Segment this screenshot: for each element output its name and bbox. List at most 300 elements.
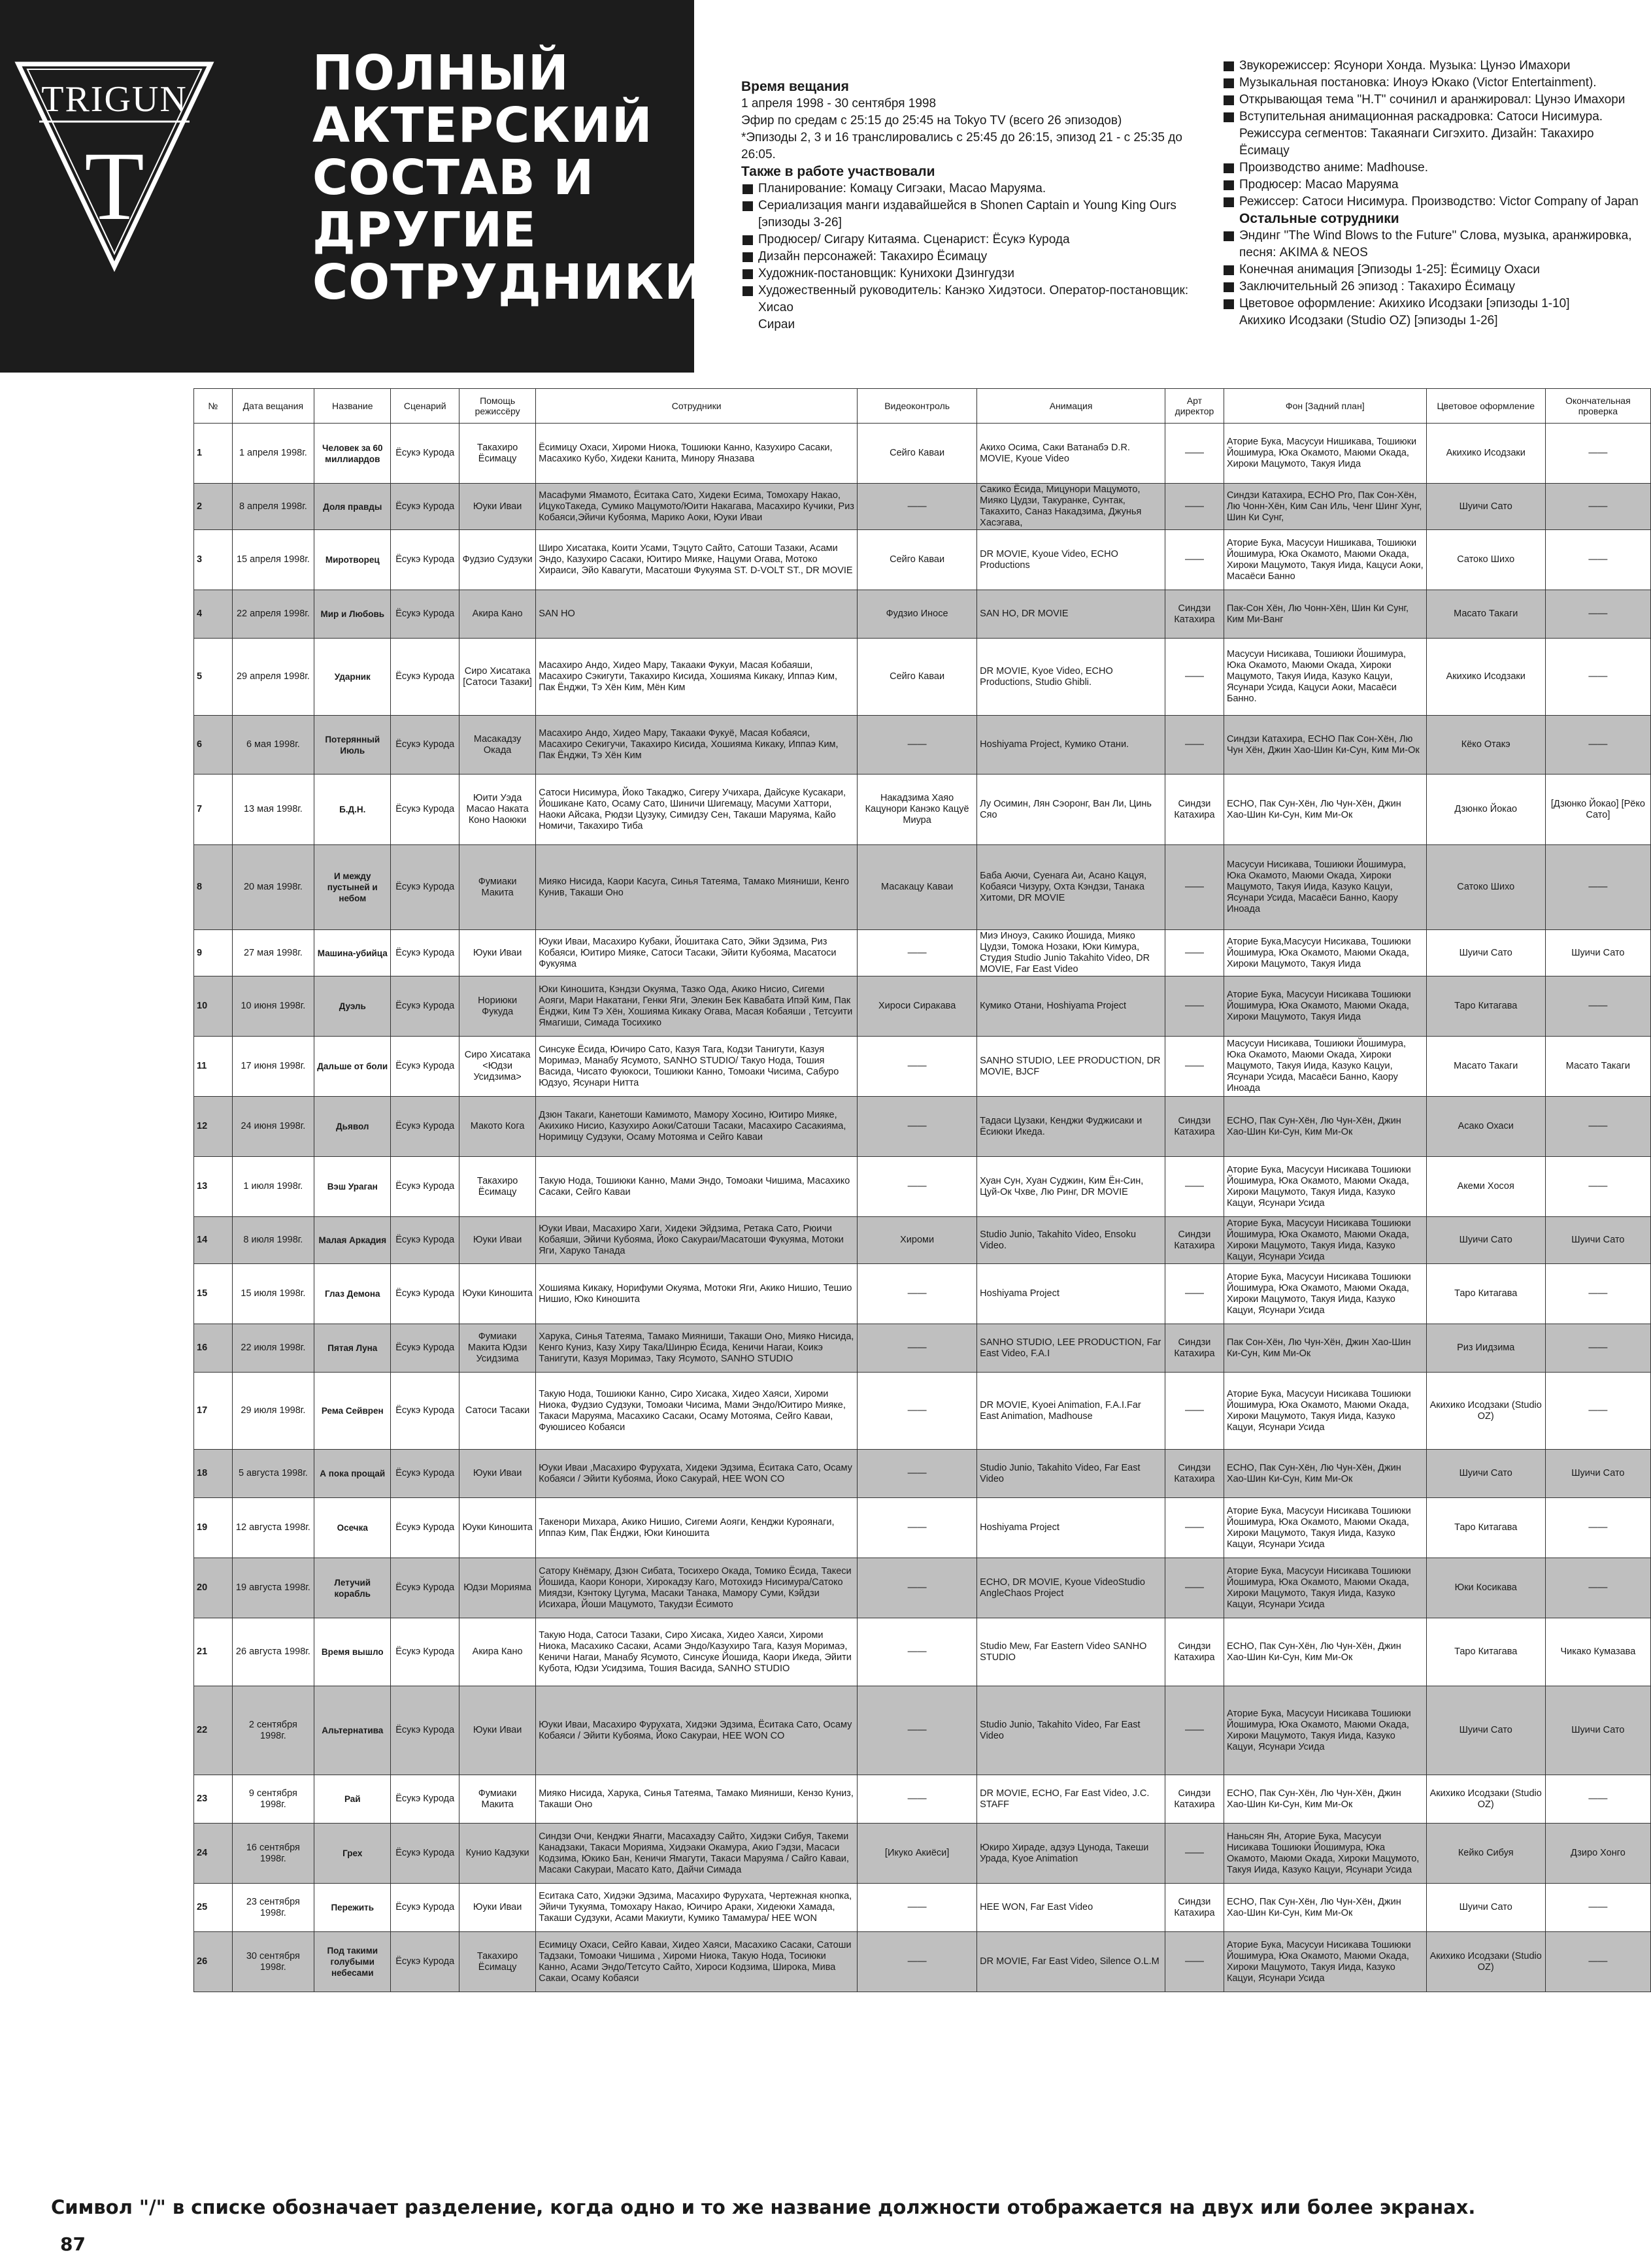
script-writer-cell: Ёсукэ Курода — [391, 1157, 459, 1217]
episode-title-cell: Дальше от боли — [314, 1037, 391, 1097]
table-row — [194, 1775, 1651, 1824]
table-row — [194, 639, 1651, 716]
episode-number-cell: 16 — [194, 1324, 233, 1373]
color-design-cell: Асако Охаси — [1426, 1097, 1545, 1157]
animation-studio-cell: ECHO, DR MOVIE, Kyoue VideoStudio AngleChaos Project — [977, 1558, 1165, 1618]
final-check-cell: —— — [1545, 484, 1650, 530]
trigun-triangle-logo — [13, 59, 216, 275]
art-director-cell: —— — [1165, 1824, 1224, 1884]
color-design-cell: Масато Такаги — [1426, 590, 1545, 639]
episode-title-cell: Грех — [314, 1824, 391, 1884]
episode-title-cell: Под такими голубыми небесами — [314, 1932, 391, 1992]
staff-list-cell: Мияко Нисида, Каори Касуга, Синья Татеяма, Тамако Мияниши, Кенго Кунив, Такаши Оно — [536, 845, 858, 930]
script-writer-cell: Ёсукэ Курода — [391, 1558, 459, 1618]
final-check-cell: —— — [1545, 530, 1650, 590]
assistant-director-cell: Юуки Киношита — [459, 1264, 536, 1324]
column-header: Окончательная проверка — [1545, 389, 1650, 424]
video-control-cell: —— — [858, 930, 977, 976]
color-design-cell: Таро Китагава — [1426, 1618, 1545, 1686]
animation-studio-cell: Сакико Ёсида, Мицунори Мацумото, Мияко Цудзи, Такуранке, Сунтак, Такахито, Саназ Накадзима, Джунья Хасэгава, — [977, 484, 1165, 530]
background-artists-cell: Аторие Бука, Масусуи Нисикава Тошиюки Йошимура, Юка Окамото, Маюми Окада, Хироки Мацумото, Такуя Иида, Казуко Кацуи, Ясунари Усида — [1224, 1498, 1426, 1558]
script-writer-cell: Ёсукэ Курода — [391, 930, 459, 976]
script-writer-cell: Ёсукэ Курода — [391, 976, 459, 1037]
final-check-cell: Шуичи Сато — [1545, 930, 1650, 976]
staff-list-cell: Масафуми Ямамото, Ёситака Сато, Хидеки Есима, Томохару Накао, ИцукоТакеда, Сумико Мацумото/Юити Накагава, Масахиро Кучики, Риз Кобаяси,Эйичи Кубояма, Марико Аоки, Юуки Иваи — [536, 484, 858, 530]
other-staff-item: Заключительный 26 эпизод : Такахиро Ёсимацу — [1222, 278, 1647, 295]
art-director-cell: —— — [1165, 1686, 1224, 1775]
script-writer-cell: Ёсукэ Курода — [391, 1037, 459, 1097]
animation-studio-cell: DR MOVIE, ECHO, Far East Video, J.C. STAFF — [977, 1775, 1165, 1824]
footnote: Символ "/" в списке обозначает разделение, когда одно и то же название должности отображается на двух или более экранах. — [51, 2196, 1476, 2218]
color-design-cell: Сатоко Шихо — [1426, 845, 1545, 930]
table-row — [194, 1324, 1651, 1373]
video-control-cell: —— — [858, 1558, 977, 1618]
table-row — [194, 1686, 1651, 1775]
table-row — [194, 930, 1651, 976]
air-date-cell: 12 августа 1998г. — [232, 1498, 314, 1558]
color-design-cell: Кёко Отакэ — [1426, 716, 1545, 775]
background-artists-cell: Масусуи Нисикава, Тошиюки Йошимура, Юка Окамото, Маюми Окада, Хироки Мацумото, Такуя Иида, Казуко Кацуи, Ясунари Усида, Кацуси Аоки, Масаёси Банно. — [1224, 639, 1426, 716]
episode-title-cell: Летучий корабль — [314, 1558, 391, 1618]
air-date-cell: 22 июля 1998г. — [232, 1324, 314, 1373]
assistant-director-cell: Фумиаки Макита — [459, 845, 536, 930]
staff-table-container — [193, 388, 1651, 1992]
table-row — [194, 716, 1651, 775]
air-date-cell: 15 июля 1998г. — [232, 1264, 314, 1324]
episode-number-cell: 3 — [194, 530, 233, 590]
color-design-cell: Акихико Исодзаки (Studio OZ) — [1426, 1932, 1545, 1992]
video-control-cell: —— — [858, 1686, 977, 1775]
background-artists-cell: Пак-Сон Хён, Лю Чонн-Хён, Шин Ки Сунг, Ким Ми-Ванг — [1224, 590, 1426, 639]
script-writer-cell: Ёсукэ Курода — [391, 1824, 459, 1884]
table-row — [194, 1824, 1651, 1884]
video-control-cell: —— — [858, 1157, 977, 1217]
table-header-row — [194, 389, 1651, 424]
air-date-cell: 16 сентября 1998г. — [232, 1824, 314, 1884]
art-director-cell: —— — [1165, 845, 1224, 930]
episode-number-cell: 24 — [194, 1824, 233, 1884]
background-artists-cell: Аторие Бука, Масусуи Нишикава, Тошиюки Йошимура, Юка Окамото, Маюми Окада, Хироки Мацумото, Такуя Иида, Кацуси Аоки, Масаёси Банно — [1224, 530, 1426, 590]
color-design-cell: Шуичи Сато — [1426, 1217, 1545, 1264]
color-design-cell: Акихико Исодзаки (Studio OZ) — [1426, 1775, 1545, 1824]
staff-list-cell: Сатору Кнёмару, Дзюн Сибата, Тосихеро Окада, Томико Ёсида, Такеси Йошида, Каори Конори, Хирокадзу Каго, Мотохидэ Нисимура/Сатоко Миядзи, Кэнтоку Цугума, Масаки Танака, Мамору Суми, Кэйдзи Исихара, Йоши Мацумото, Такудзи Ёсимото — [536, 1558, 858, 1618]
table-row — [194, 1618, 1651, 1686]
animation-studio-cell: Акихо Осима, Саки Ватанабэ D.R. MOVIE, Kyoue Video — [977, 424, 1165, 484]
other-staff-list — [1222, 227, 1647, 329]
background-artists-cell: Аторие Бука, Масусуи Нисикава Тошиюки Йошимура, Юка Окамото, Маюми Окада, Хироки Мацумото, Такуя Иида, Казуко Кацуи, Ясунари Усида — [1224, 1373, 1426, 1450]
background-artists-cell: Аторие Бука, Масусуи Нисикава Тошиюки Йошимура, Юка Окамото, Маюми Окада, Хироки Мацумото, Такуя Иида, Казуко Кацуи, Ясунари Усида — [1224, 1686, 1426, 1775]
episode-number-cell: 21 — [194, 1618, 233, 1686]
participants-heading: Также в работе участвовали — [741, 164, 935, 179]
assistant-director-cell: Юуки Киношита — [459, 1498, 536, 1558]
air-date-cell: 23 сентября 1998г. — [232, 1884, 314, 1932]
table-row — [194, 1932, 1651, 1992]
table-row — [194, 1558, 1651, 1618]
table-row — [194, 1037, 1651, 1097]
background-artists-cell: Аторие Бука, Масусуи Нисикава Тошиюки Йошимура, Юка Окамото, Маюми Окада, Хироки Мацумото, Такуя Иида, Казуко Кацуи, Ясунари Усида — [1224, 1558, 1426, 1618]
background-artists-cell: ECHO, Пак Сун-Хён, Лю Чун-Хён, Джин Хао-Шин Ки-Сун, Ким Ми-Ок — [1224, 775, 1426, 845]
episode-number-cell: 17 — [194, 1373, 233, 1450]
table-row — [194, 1498, 1651, 1558]
episode-number-cell: 7 — [194, 775, 233, 845]
column-header: Название — [314, 389, 391, 424]
color-design-cell: Шуичи Сато — [1426, 1686, 1545, 1775]
animation-studio-cell: Лу Осимин, Лян Сэоронг, Ван Ли, Цинь Сяо — [977, 775, 1165, 845]
assistant-director-cell: Юуки Иваи — [459, 1884, 536, 1932]
background-artists-cell: Масусуи Нисикава, Тошиюки Йошимура, Юка Окамото, Маюми Окада, Хироки Мацумото, Такуя Иида, Казуко Кацуи, Ясунари Усида, Масаёси Банно, Каору Иноада — [1224, 1037, 1426, 1097]
final-check-cell: —— — [1545, 976, 1650, 1037]
assistant-director-cell: Юуки Иваи — [459, 930, 536, 976]
color-design-cell: Акихико Исодзаки — [1426, 639, 1545, 716]
assistant-director-cell: Фумиаки Макита Юдзи Усидзима — [459, 1324, 536, 1373]
episode-number-cell: 12 — [194, 1097, 233, 1157]
broadcast-info — [741, 78, 1199, 333]
script-writer-cell: Ёсукэ Курода — [391, 1373, 459, 1450]
air-date-cell: 26 августа 1998г. — [232, 1618, 314, 1686]
video-control-cell: Сейго Каваи — [858, 424, 977, 484]
episode-number-cell: 9 — [194, 930, 233, 976]
episode-title-cell: Доля правды — [314, 484, 391, 530]
staff-list-cell: Юки Киношита, Кэндзи Окуяма, Тазко Ода, Акико Нисио, Сигеми Аояги, Мари Накатани, Генки Яги, Элекин Бек Кавабата Ипэй Ким, Пак Ёнджи, Ким Тэ Хён, Хошияма Кикаку Огава, Масая Кобаяши , Тетсуити Ямагиши, Симада Тосихико — [536, 976, 858, 1037]
art-director-cell: Синдзи Катахира — [1165, 590, 1224, 639]
staff-list-cell: Такую Нода, Сатоси Тазаки, Сиро Хисака, Хидео Хаяси, Хироми Ниока, Масахико Сасаки, Асами Эндо/Казухиро Тага, Казуя Моримаэ, Кеничи Нагаи, Манабу Ясумото, Синсуке Йошида, Каори Икеда, Эйити Кубота, Юдзи Усидзима, Тошия Васида, SANHO STUDIO — [536, 1618, 858, 1686]
episode-number-cell: 8 — [194, 845, 233, 930]
final-check-cell: —— — [1545, 1558, 1650, 1618]
script-writer-cell: Ёсукэ Курода — [391, 1775, 459, 1824]
staff-list-cell: Есимицу Охаси, Сейго Каваи, Хидео Хаяси, Масахико Сасаки, Сатоши Тадзаки, Томоаки Чишима , Хироми Ниока, Такую Нода, Тосиюки Канно, Асами Эндо/Тетсуто Сайто, Хироси Кодзима, Широка, Мива Сакаи, Осаму Кобаяси — [536, 1932, 858, 1992]
script-writer-cell: Ёсукэ Курода — [391, 1618, 459, 1686]
assistant-director-cell: Акира Кано — [459, 590, 536, 639]
column-header: Анимация — [977, 389, 1165, 424]
episode-title-cell: И между пустыней и небом — [314, 845, 391, 930]
staff-list-cell: SAN HO — [536, 590, 858, 639]
air-date-cell: 30 сентября 1998г. — [232, 1932, 314, 1992]
art-director-cell: —— — [1165, 716, 1224, 775]
background-artists-cell: Аторие Бука, Масусуи Нисикава Тошиюки Йошимура, Юка Окамото, Маюми Окада, Хироки Мацумото, Такуя Иида, Казуко Кацуи, Ясунари Усида — [1224, 1264, 1426, 1324]
assistant-director-cell: Юуки Иваи — [459, 1450, 536, 1498]
color-design-cell: Шуичи Сато — [1426, 1884, 1545, 1932]
air-date-cell: 1 июля 1998г. — [232, 1157, 314, 1217]
animation-studio-cell: SANHO STUDIO, LEE PRODUCTION, DR MOVIE, BJCF — [977, 1037, 1165, 1097]
other-staff-item-continuation: песня: AKIMA & NEOS — [1239, 246, 1368, 259]
final-check-cell: —— — [1545, 1264, 1650, 1324]
air-date-cell: 13 мая 1998г. — [232, 775, 314, 845]
episode-title-cell: Мир и Любовь — [314, 590, 391, 639]
final-check-cell: —— — [1545, 1324, 1650, 1373]
episode-title-cell: Малая Аркадия — [314, 1217, 391, 1264]
final-check-cell: Шуичи Сато — [1545, 1686, 1650, 1775]
episode-title-cell: Пережить — [314, 1884, 391, 1932]
staff-list-cell: Такую Нода, Тошиюки Канно, Сиро Хисака, Хидео Хаяси, Хироми Ниока, Фудзио Судзуки, Томоаки Чисима, Мами Эндо/Юитиро Мияке, Такаси Маруяма, Масахико Сасаки, Осаму Мотояма, Сейго Каваи, Фуюшисео Кобаяси — [536, 1373, 858, 1450]
assistant-director-cell: Юити Уэда Масао Наката Коно Наоюки — [459, 775, 536, 845]
episode-staff-table — [193, 388, 1651, 1992]
animation-studio-cell: Тадаси Цузаки, Кенджи Фуджисаки и Ёсиюки Икеда. — [977, 1097, 1165, 1157]
video-control-cell: [Икуко Акиёси] — [858, 1824, 977, 1884]
art-director-cell: —— — [1165, 1264, 1224, 1324]
assistant-director-cell: Фумиаки Макита — [459, 1775, 536, 1824]
background-artists-cell: ECHO, Пак Сун-Хён, Лю Чун-Хён, Джин Хао-Шин Ки-Сун, Ким Ми-Ок — [1224, 1775, 1426, 1824]
color-design-cell: Сатоко Шихо — [1426, 530, 1545, 590]
script-writer-cell: Ёсукэ Курода — [391, 1498, 459, 1558]
final-check-cell: Чикако Кумазава — [1545, 1618, 1650, 1686]
participant-item: Продюсер/ Сигару Китаяма. Сценарист: Ёсукэ Курода — [741, 231, 1199, 248]
final-check-cell: —— — [1545, 1157, 1650, 1217]
video-control-cell: Фудзио Иносе — [858, 590, 977, 639]
final-check-cell: —— — [1545, 1884, 1650, 1932]
episode-number-cell: 26 — [194, 1932, 233, 1992]
art-director-cell: Синдзи Катахира — [1165, 1450, 1224, 1498]
assistant-director-cell: Макото Кога — [459, 1097, 536, 1157]
table-row — [194, 530, 1651, 590]
assistant-director-cell: Нориюки Фукуда — [459, 976, 536, 1037]
script-writer-cell: Ёсукэ Курода — [391, 1450, 459, 1498]
animation-studio-cell: Hoshiyama Project, Кумико Отани. — [977, 716, 1165, 775]
table-row — [194, 424, 1651, 484]
art-director-cell: Синдзи Катахира — [1165, 1217, 1224, 1264]
video-control-cell: —— — [858, 1264, 977, 1324]
staff-list-cell: Сатоси Нисимура, Йоко Такаджо, Сигеру Учихара, Дайсуке Кусакари, Йошикане Като, Осаму Сато, Шиничи Шигемацу, Масуми Хаттори, Наоки Айсака, Рюдзи Цузуку, Симидзу Сен, Такаши Маруяма, Кайо Номичи, Такахиро Тиба — [536, 775, 858, 845]
animation-studio-cell: Studio Junio, Takahito Video, Far East Video — [977, 1450, 1165, 1498]
script-writer-cell: Ёсукэ Курода — [391, 845, 459, 930]
background-artists-cell: Синдзи Катахира, ECHO Пак Сон-Хён, Лю Чун Хён, Джин Хао-Шин Ки-Сун, Ким Ми-Ок — [1224, 716, 1426, 775]
video-control-cell: Хироси Сиракава — [858, 976, 977, 1037]
page-title — [312, 45, 706, 310]
final-check-cell: —— — [1545, 1498, 1650, 1558]
table-row — [194, 1884, 1651, 1932]
broadcast-line: Эфир по средам с 25:15 до 25:45 на Tokyo TV (всего 26 эпизодов) — [741, 114, 1122, 127]
background-artists-cell: Масусуи Нисикава, Тошиюки Йошимура, Юка Окамото, Маюми Окада, Хироки Мацумото, Такуя Иида, Казуко Кацуи, Ясунари Усида, Масаёси Банно, Каору Иноада — [1224, 845, 1426, 930]
script-writer-cell: Ёсукэ Курода — [391, 1686, 459, 1775]
episode-title-cell: Человек за 60 миллиардов — [314, 424, 391, 484]
episode-number-cell: 25 — [194, 1884, 233, 1932]
color-design-cell: Акихико Исодзаки (Studio OZ) — [1426, 1373, 1545, 1450]
assistant-director-cell: Акира Кано — [459, 1618, 536, 1686]
episode-number-cell: 23 — [194, 1775, 233, 1824]
episode-number-cell: 1 — [194, 424, 233, 484]
credits-list — [1222, 58, 1647, 210]
table-row — [194, 1373, 1651, 1450]
staff-list-cell: Еситака Сато, Хидэки Эдзима, Масахиро Фурухата, Чертежная кнопка, Эйичи Тукуяма, Томохару Накао, Юичиро Араки, Хидеюки Хамада, Такаши Судзуки, Асами Макиути, Кумико Тамамура/ HEE WON — [536, 1884, 858, 1932]
assistant-director-cell: Кунио Кадзуки — [459, 1824, 536, 1884]
video-control-cell: —— — [858, 1498, 977, 1558]
animation-studio-cell: Studio Junio, Takahito Video, Far East Video — [977, 1686, 1165, 1775]
video-control-cell: —— — [858, 1618, 977, 1686]
other-staff-heading: Остальные сотрудники — [1239, 211, 1399, 226]
animation-studio-cell: Hoshiyama Project — [977, 1264, 1165, 1324]
video-control-cell: Хироми — [858, 1217, 977, 1264]
title-line: ПОЛНЫЙ — [312, 45, 569, 101]
episode-number-cell: 13 — [194, 1157, 233, 1217]
assistant-director-cell: Юуки Иваи — [459, 484, 536, 530]
final-check-cell: —— — [1545, 424, 1650, 484]
animation-studio-cell: Hoshiyama Project — [977, 1498, 1165, 1558]
staff-list-cell: Такенори Михара, Акико Нишио, Сигеми Аояги, Кенджи Куроянаги, Иппаэ Ким, Пак Ёнджи, Юки Киношита — [536, 1498, 858, 1558]
background-artists-cell: Аторие Бука, Масусуи Нисикава Тошиюки Йошимура, Юка Окамото, Маюми Окада, Хироки Мацумото, Такуя Иида — [1224, 976, 1426, 1037]
episode-title-cell: Пятая Луна — [314, 1324, 391, 1373]
final-check-cell: —— — [1545, 1932, 1650, 1992]
video-control-cell: Сейго Каваи — [858, 530, 977, 590]
episode-title-cell: Миротворец — [314, 530, 391, 590]
animation-studio-cell: DR MOVIE, Kyoe Video, ECHO Productions, Studio Ghibli. — [977, 639, 1165, 716]
color-design-cell: Риз Иидзима — [1426, 1324, 1545, 1373]
script-writer-cell: Ёсукэ Курода — [391, 1097, 459, 1157]
art-director-cell: Синдзи Катахира — [1165, 1775, 1224, 1824]
title-line: ДРУГИЕ — [312, 202, 537, 258]
broadcast-heading: Время вещания — [741, 79, 849, 94]
color-design-cell: Таро Китагава — [1426, 976, 1545, 1037]
final-check-cell: —— — [1545, 1373, 1650, 1450]
other-staff-item: Цветовое оформление: Акихико Исодзаки [эпизоды 1-10] — [1222, 295, 1647, 312]
video-control-cell: Масакацу Каваи — [858, 845, 977, 930]
art-director-cell: Синдзи Катахира — [1165, 1324, 1224, 1373]
column-header: Помощь режиссёру — [459, 389, 536, 424]
animation-studio-cell: SANHO STUDIO, LEE PRODUCTION, Far East Video, F.A.I — [977, 1324, 1165, 1373]
art-director-cell: —— — [1165, 1932, 1224, 1992]
assistant-director-cell: Такахиро Ёсимацу — [459, 1157, 536, 1217]
script-writer-cell: Ёсукэ Курода — [391, 716, 459, 775]
background-artists-cell: Синдзи Катахира, ECHO Pro, Пак Сон-Хён, Лю Чонн-Хён, Ким Сан Иль, Ченг Шинг Хунг, Шин Ки Сунг, — [1224, 484, 1426, 530]
art-director-cell: —— — [1165, 1558, 1224, 1618]
art-director-cell: Синдзи Катахира — [1165, 775, 1224, 845]
background-artists-cell: Аторие Бука,Масусуи Нисикава, Тошиюки Йошимура, Юка Окамото, Маюми Окада, Хироки Мацумото, Такуя Иида — [1224, 930, 1426, 976]
staff-list-cell: Такую Нода, Тошиюки Канно, Мами Эндо, Томоаки Чишима, Масахико Сасаки, Сейго Каваи — [536, 1157, 858, 1217]
animation-studio-cell: DR MOVIE, Far East Video, Silence O.L.M — [977, 1932, 1165, 1992]
script-writer-cell: Ёсукэ Курода — [391, 484, 459, 530]
episode-number-cell: 11 — [194, 1037, 233, 1097]
color-design-cell: Таро Китагава — [1426, 1498, 1545, 1558]
final-check-cell: —— — [1545, 639, 1650, 716]
video-control-cell: —— — [858, 1884, 977, 1932]
script-writer-cell: Ёсукэ Курода — [391, 1264, 459, 1324]
air-date-cell: 8 апреля 1998г. — [232, 484, 314, 530]
other-staff-item-continuation: Акихико Исодзаки (Studio OZ) [эпизоды 1-26] — [1239, 314, 1498, 327]
table-row — [194, 1450, 1651, 1498]
animation-studio-cell: Кумико Отани, Hoshiyama Project — [977, 976, 1165, 1037]
episode-title-cell: Б.Д.Н. — [314, 775, 391, 845]
assistant-director-cell: Масакадзу Окада — [459, 716, 536, 775]
table-row — [194, 775, 1651, 845]
staff-list-cell: Юуки Иваи, Масахиро Хаги, Хидеки Эйдзима, Ретака Сато, Рюичи Кобаяши, Эйичи Кубояма, Йоко Сакураи/Масатоши Фукуяма, Мотоки Яги, Харуко Танада — [536, 1217, 858, 1264]
broadcast-line: 1 апреля 1998 - 30 сентября 1998 — [741, 97, 937, 110]
air-date-cell: 20 мая 1998г. — [232, 845, 314, 930]
participant-item: Дизайн персонажей: Такахиро Ёсимацу — [741, 248, 1199, 265]
title-line: АКТЕРСКИЙ — [312, 97, 653, 154]
background-artists-cell: Аторие Бука, Масусуи Нисикава Тошиюки Йошимура, Юка Окамото, Маюми Окада, Хироки Мацумото, Такуя Иида, Казуко Кацуи, Ясунари Усида — [1224, 1217, 1426, 1264]
credit-item: Вступительная анимационная раскадровка: Сатоси Нисимура. — [1222, 108, 1647, 125]
column-header: Сценарий — [391, 389, 459, 424]
table-row — [194, 1264, 1651, 1324]
episode-number-cell: 6 — [194, 716, 233, 775]
logo-letter: T — [84, 132, 144, 241]
staff-list-cell: Ёсимицу Охаси, Хироми Ниока, Тошиюки Канно, Казухиро Сасаки, Масахико Кубо, Хидеки Канита, Минору Яназава — [536, 424, 858, 484]
final-check-cell: Шуичи Сато — [1545, 1217, 1650, 1264]
background-artists-cell: Аторие Бука, Масусуи Нисикава Тошиюки Йошимура, Юка Окамото, Маюми Окада, Хироки Мацумото, Такуя Иида, Казуко Кацуи, Ясунари Усида — [1224, 1157, 1426, 1217]
final-check-cell: Масато Такаги — [1545, 1037, 1650, 1097]
script-writer-cell: Ёсукэ Курода — [391, 1932, 459, 1992]
final-check-cell: —— — [1545, 590, 1650, 639]
episode-title-cell: Рай — [314, 1775, 391, 1824]
color-design-cell: Дзюнко Йокао — [1426, 775, 1545, 845]
episode-title-cell: Ударник — [314, 639, 391, 716]
title-line: СОСТАВ И — [312, 150, 595, 206]
air-date-cell: 5 августа 1998г. — [232, 1450, 314, 1498]
animation-studio-cell: Хуан Сун, Хуан Суджин, Ким Ён-Син, Цуй-Ок Чхве, Лю Ринг, DR MOVIE — [977, 1157, 1165, 1217]
final-check-cell: [Дзюнко Йокао] [Рёко Сато] — [1545, 775, 1650, 845]
title-banner — [0, 0, 706, 373]
table-row — [194, 976, 1651, 1037]
page-number: 87 — [60, 2233, 86, 2255]
episode-title-cell: А пока прощай — [314, 1450, 391, 1498]
table-row — [194, 590, 1651, 639]
video-control-cell: —— — [858, 1037, 977, 1097]
column-header: Видеоконтроль — [858, 389, 977, 424]
table-row — [194, 845, 1651, 930]
column-header: № — [194, 389, 233, 424]
script-writer-cell: Ёсукэ Курода — [391, 1217, 459, 1264]
staff-list-cell: Широ Хисатака, Коити Усами, Тэцуто Сайто, Сатоши Тазаки, Асами Эндо, Казухиро Сасаки, Юитиро Мияке, Нацуми Огава, Мотоко Хираиси, Эйо Кавагути, Масатоши Фукуяма ST. D-VOLT ST., DR MOVIE — [536, 530, 858, 590]
episode-title-cell: Время вышло — [314, 1618, 391, 1686]
background-artists-cell: Аторие Бука, Масусуи Нисикава Тошиюки Йошимура, Юка Окамото, Маюми Окада, Хироки Мацумото, Такуя Иида, Казуко Кацуи, Ясунари Усида — [1224, 1932, 1426, 1992]
episode-number-cell: 20 — [194, 1558, 233, 1618]
background-artists-cell: Пак Сон-Хён, Лю Чун-Хён, Джин Хао-Шин Ки-Сун, Ким Ми-Ок — [1224, 1324, 1426, 1373]
credit-item: Производство аниме: Madhouse. — [1222, 159, 1647, 176]
participants-list — [741, 180, 1199, 333]
video-control-cell: —— — [858, 1373, 977, 1450]
final-check-cell: —— — [1545, 1775, 1650, 1824]
video-control-cell: Накадзима Хаяо Кацунори Канэко Кацуё Миура — [858, 775, 977, 845]
animation-studio-cell: DR MOVIE, Kyoue Video, ECHO Productions — [977, 530, 1165, 590]
column-header: Дата вещания — [232, 389, 314, 424]
staff-list-cell: Масахиро Андо, Хидео Мару, Такааки Фукуи, Масая Кобаяши, Масахиро Сэкигути, Такахиро Кисида, Хошияма Кикаку, Иппаэ Ким, Пак Ёнджи, Тэ Хён Ким, Мён Ким — [536, 639, 858, 716]
credit-item: Продюсер: Масао Маруяма — [1222, 176, 1647, 193]
animation-studio-cell: Миэ Иноуэ, Сакико Йошида, Мияко Цудзи, Томока Нозаки, Юки Кимура, Студия Studio Junio Takahito Video, DR MOVIE, Far East Video — [977, 930, 1165, 976]
assistant-director-cell: Юдзи Морияма — [459, 1558, 536, 1618]
art-director-cell: —— — [1165, 530, 1224, 590]
logo-wordmark: TRIGUN — [41, 79, 188, 120]
participant-item: Планирование: Комацу Сигэаки, Масао Маруяма. — [741, 180, 1199, 197]
staff-list-cell: Дзюн Такаги, Канетоши Камимото, Мамору Хосино, Юитиро Мияке, Акихико Нисио, Казухиро Аоки/Сатоши Тасаки, Масахиро Сасакияма, Норимицу Судзуки, Осаму Мотояма и Сейго Каваи — [536, 1097, 858, 1157]
air-date-cell: 8 июля 1998г. — [232, 1217, 314, 1264]
color-design-cell: Таро Китагава — [1426, 1264, 1545, 1324]
video-control-cell: —— — [858, 1097, 977, 1157]
episode-number-cell: 4 — [194, 590, 233, 639]
animation-studio-cell: HEE WON, Far East Video — [977, 1884, 1165, 1932]
staff-list-cell: Юуки Иваи, Масахиро Кубаки, Йошитака Сато, Эйки Эдзима, Риз Кобаяси, Юитиро Мияке, Сатоси Тасаки, Эйити Кубояма, Масатоси Фукуяма — [536, 930, 858, 976]
script-writer-cell: Ёсукэ Курода — [391, 590, 459, 639]
episode-number-cell: 19 — [194, 1498, 233, 1558]
air-date-cell: 6 мая 1998г. — [232, 716, 314, 775]
animation-studio-cell: DR MOVIE, Kyoei Animation, F.A.I.Far East Animation, Madhouse — [977, 1373, 1165, 1450]
video-control-cell: —— — [858, 484, 977, 530]
art-director-cell: —— — [1165, 1373, 1224, 1450]
script-writer-cell: Ёсукэ Курода — [391, 639, 459, 716]
other-staff-item: Эндинг "The Wind Blows to the Future" Слова, музыка, аранжировка, — [1222, 227, 1647, 244]
episode-title-cell: Машина-убийца — [314, 930, 391, 976]
air-date-cell: 29 июля 1998г. — [232, 1373, 314, 1450]
participant-item: Художник-постановщик: Кунихоки Дзингудзи — [741, 265, 1199, 282]
air-date-cell: 1 апреля 1998г. — [232, 424, 314, 484]
staff-list-cell: Синсуке Ёсида, Юичиро Сато, Казуя Тага, Кодзи Танигути, Казуя Моримаэ, Манабу Ясумото, SANHO STUDIO/ Такуо Нода, Тошия Васида, Чисато Фуюкоси, Тошиюки Канно, Томоаки Чисима, Сабуро Юдзуо, Ясунари Нитта — [536, 1037, 858, 1097]
staff-list-cell: Хошияма Кикаку, Норифуми Окуяма, Мотоки Яги, Акико Нишио, Тешио Нишио, Юко Киношита — [536, 1264, 858, 1324]
episode-number-cell: 2 — [194, 484, 233, 530]
participant-item-continuation: Сираи — [758, 318, 795, 331]
column-header: Сотрудники — [536, 389, 858, 424]
art-director-cell: —— — [1165, 1498, 1224, 1558]
table-row — [194, 484, 1651, 530]
episode-title-cell: Альтернатива — [314, 1686, 391, 1775]
final-check-cell: Дзиро Хонго — [1545, 1824, 1650, 1884]
final-check-cell: —— — [1545, 1097, 1650, 1157]
